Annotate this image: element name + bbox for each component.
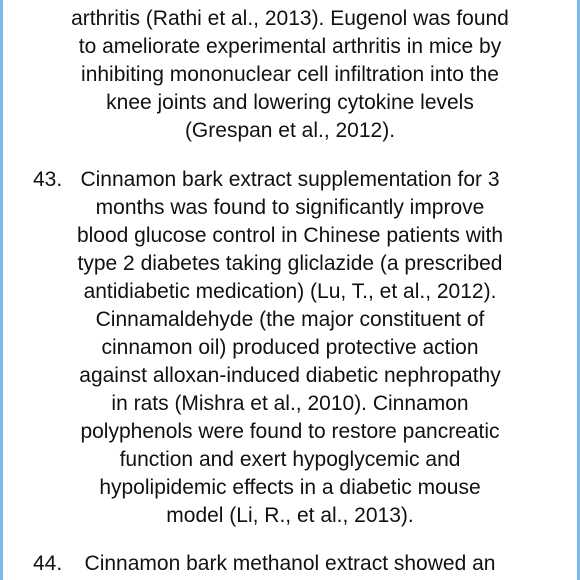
paragraph-43-line-7: cinnamon oil) produced protective action: [101, 336, 479, 359]
paragraph-44-line-1: Cinnamon bark methanol extract showed an: [84, 552, 496, 575]
paragraph-43-line-12: hypolipidemic effects in a diabetic mouse: [99, 476, 481, 499]
paragraph-42-line-2: to ameliorate experimental arthritis in mice by: [78, 35, 502, 58]
paragraph-43-line-13: model (Li, R., et al., 2013).: [166, 504, 414, 527]
paragraph-43-line-5: antidiabetic medication) (Lu, T., et al., 2012).: [83, 280, 497, 303]
paragraph-43-line-1: Cinnamon bark extract supplementation for 3: [80, 168, 500, 191]
paragraph-43-line-10: polyphenols were found to restore pancreatic: [80, 420, 500, 443]
paragraph-42-line-5: (Grespan et al., 2012).: [184, 119, 396, 142]
paragraph-43-line-8: against alloxan-induced diabetic nephropathy: [79, 364, 501, 387]
paragraph-42-line-4: knee joints and lowering cytokine levels: [106, 91, 474, 114]
item-number-44: 44.: [33, 552, 63, 575]
paragraph-43-line-9: in rats (Mishra et al., 2010). Cinnamon: [111, 392, 469, 415]
paragraph-43-line-6: Cinnamaldehyde (the major constituent of: [95, 308, 485, 331]
paragraph-42-line-3: inhibiting mononuclear cell infiltration into the: [81, 63, 499, 86]
paragraph-43-line-2: months was found to significantly improve: [95, 196, 485, 219]
paragraph-43-line-3: blood glucose control in Chinese patients with: [76, 224, 504, 247]
paragraph-42-line-1: arthritis (Rathi et al., 2013). Eugenol was found: [71, 7, 509, 30]
paragraph-43-line-4: type 2 diabetes taking gliclazide (a prescribed: [77, 252, 503, 275]
item-number-43: 43.: [33, 168, 63, 191]
paragraph-43-line-11: function and exert hypoglycemic and: [119, 448, 461, 471]
